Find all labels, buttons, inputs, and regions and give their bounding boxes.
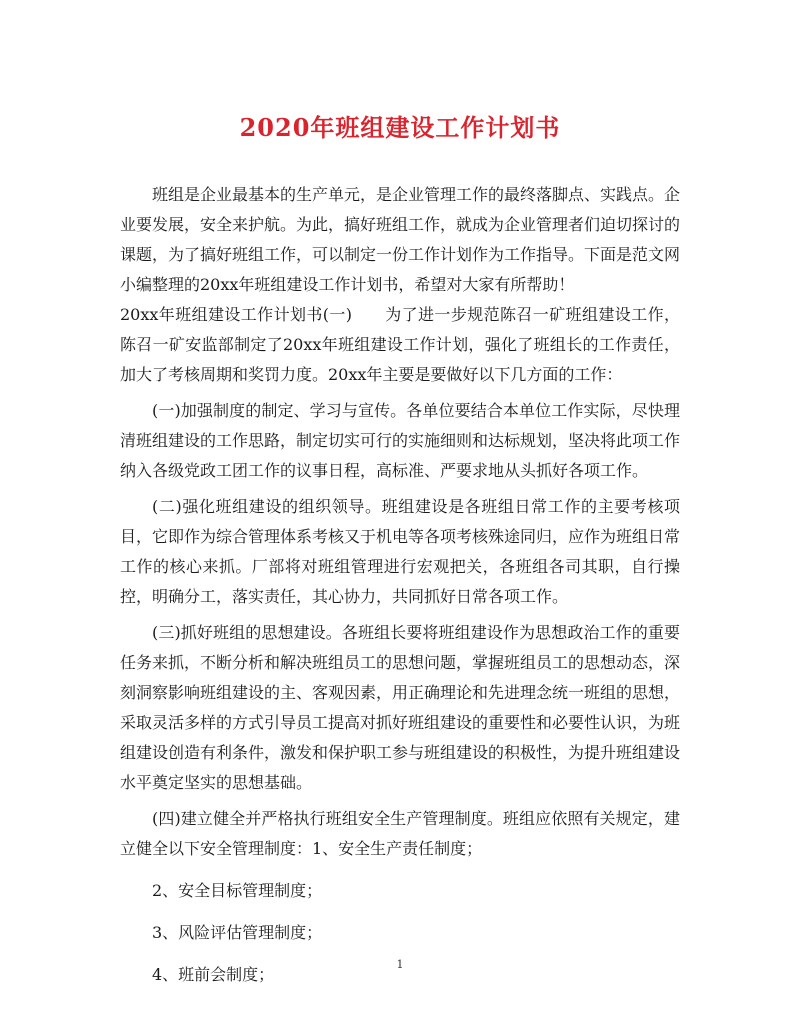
paragraph-section-one: (一)加强制度的制定、学习与宣传。各单位要结合本单位工作实际，尽快理清班组建设的工作思路，制定切实可行的实施细则和达标规划，坚决将此项工作纳入各级党政工团工作的议事日程，高标准、严要求地从头抓好各项工作。 [120, 401, 681, 480]
page-number: 1 [396, 958, 404, 971]
list-item: 3、风险评估管理制度； [152, 923, 323, 942]
document-body [120, 180, 680, 990]
paragraph-intro: 班组是企业最基本的生产单元，是企业管理工作的最终落脚点、实践点。企业要发展，安全来护航。为此，搞好班组工作，就成为企业管理者们迫切探讨的课题，为了搞好班组工作，可以制定一份工作计划作为工作指导。下面是范文网小编整理的20xx年班组建设工作计划书，希望对大家有所帮助！ [120, 185, 681, 294]
paragraph-plan-one: 20xx年班组建设工作计划书(一) 为了进一步规范陈召一矿班组建设工作，陈召一矿安监部制定了20xx年班组建设工作计划，强化了班组长的工作责任，加大了考核周期和奖罚力度。20xx年主要是要做好以下几方面的工作： [120, 305, 680, 384]
paragraph-section-two: (二)强化班组建设的组织领导。班组建设是各班组日常工作的主要考核项目，它即作为综合管理体系考核又于机电等各项考核殊途同归，应作为班组日常工作的核心来抓。厂部将对班组管理进行宏观把关，各班组各司其职，自行操控，明确分工，落实责任，其心协力，共同抓好日常各项工作。 [120, 497, 681, 606]
paragraph-section-three: (三)抓好班组的思想建设。各班组长要将班组建设作为思想政治工作的重要任务来抓，不断分析和解决班组员工的思想问题，掌握班组员工的思想动态，深刻洞察影响班组建设的主、客观因素，用正确理论和先进理念统一班组的思想，采取灵活多样的方式引导员工提高对抓好班组建设的重要性和必要性认识，为班组建设创造有利条件，激发和保护职工参与班组建设的积极性，为提升班组建设水平奠定坚实的思想基础。 [120, 623, 681, 792]
list-item: 4、班前会制度； [152, 965, 275, 984]
paragraph-section-four: (四)建立健全并严格执行班组安全生产管理制度。班组应依照有关规定，建立健全以下安全管理制度：1、安全生产责任制度； [120, 809, 680, 858]
document-title: 2020年班组建设工作计划书 [239, 113, 561, 142]
list-item: 2、安全目标管理制度； [152, 881, 323, 900]
